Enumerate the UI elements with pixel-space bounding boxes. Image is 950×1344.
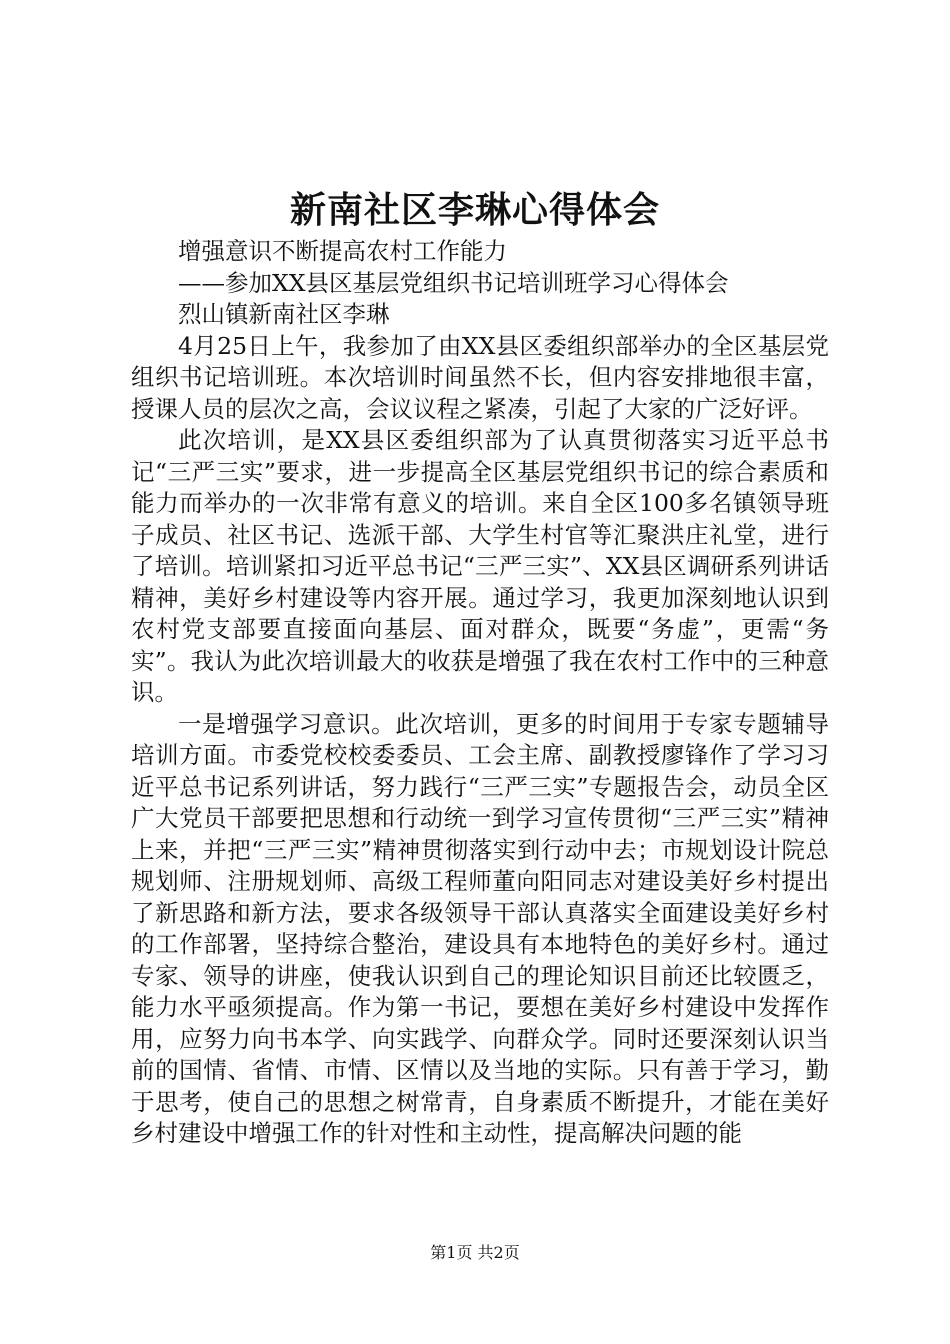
paragraph: 此次培训，是XX县区委组织部为了认真贯彻落实习近平总书记“三严三实”要求，进一步提高全区基层党组织书记的综合素质和能力而举办的一次非常有意义的培训。来自全区100多名镇领导班子成员、社区书记、选派干部、大学生村官等汇聚洪庄礼堂，进行了培训。培训紧扣习近平总书记“三严三实”、XX县区调研系列讲话精神，美好乡村建设等内容开展。通过学习，我更加深刻地认识到农村党支部要直接面向基层、面对群众，既要“务虚”，更需“务实”。我认为此次培训最大的收获是增强了我在农村工作中的三种意识。 <box>131 426 829 706</box>
paragraph: 4月25日上午，我参加了由XX县区委组织部举办的全区基层党组织书记培训班。本次培训时间虽然不长，但内容安排地很丰富，授课人员的层次之高，会议议程之紧凑，引起了大家的广泛好评。 <box>131 331 829 423</box>
document-title: 新南社区李琳心得体会 <box>289 189 660 231</box>
subtitle: 增强意识不断提高农村工作能力 <box>178 237 507 265</box>
page-footer: 第1页 共2页 <box>430 1243 520 1262</box>
document-body <box>131 236 829 1150</box>
subtitle-secondary: ——参加XX县区基层党组织书记培训班学习心得体会 <box>178 268 729 297</box>
paragraph: 一是增强学习意识。此次培训，更多的时间用于专家专题辅导培训方面。市委党校校委委员、工会主席、副教授廖锋作了学习习近平总书记系列讲话，努力践行“三严三实”专题报告会，动员全区广大党员干部要把思想和行动统一到学习宣传贯彻“三严三实”精神上来，并把“三严三实”精神贯彻落实到行动中去；市规划设计院总规划师、注册规划师、高级工程师董向阳同志对建设美好乡村提出了新思路和新方法，要求各级领导干部认真落实全面建设美好乡村的工作部署，坚持综合整治，建设具有本地特色的美好乡村。通过专家、领导的讲座，使我认识到自己的理论知识目前还比较匮乏，能力水平亟须提高。作为第一书记，要想在美好乡村建设中发挥作用，应努力向书本学、向实践学、向群众学。同时还要深刻认识当前的国情、省情、市情、区情以及当地的实际。只有善于学习，勤于思考，使自己的思想之树常青，自身素质不断提升，才能在美好乡村建设中增强工作的针对性和主动性，提高解决问题的能 <box>131 709 829 1147</box>
author-line: 烈山镇新南社区李琳 <box>178 300 390 328</box>
